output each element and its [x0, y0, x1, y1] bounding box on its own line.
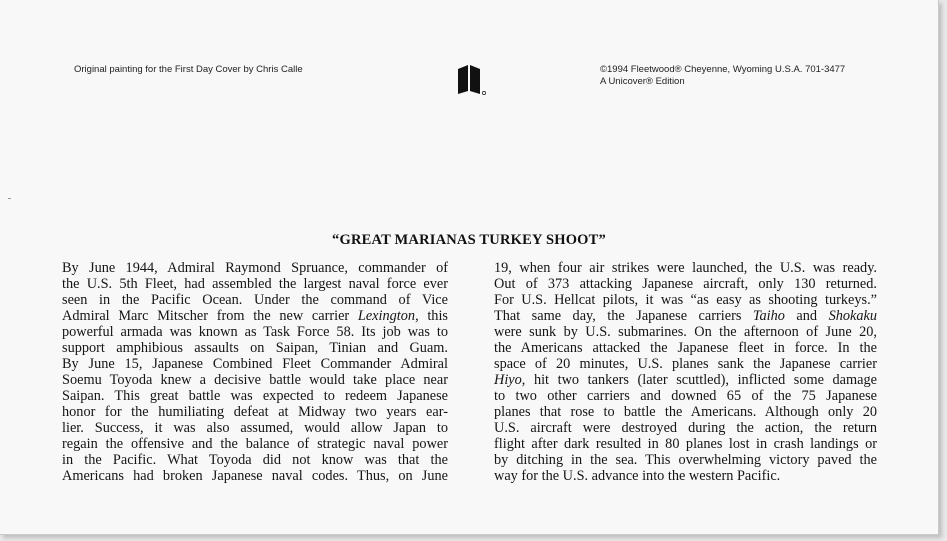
- text-line: That same day, the Japanese carriers Taiho and Shokaku: [494, 308, 877, 324]
- text-line: Americans had broken Japanese naval codes. Thus, on June: [62, 468, 448, 484]
- text-line: For U.S. Hellcat pilots, it was “as easy as shooting turkeys.”: [494, 292, 877, 308]
- text-line: support amphibious assaults on Saipan, Tinian and Guam.: [62, 340, 448, 356]
- text-line: space of 20 minutes, U.S. planes sank the Japanese carrier: [494, 356, 877, 372]
- text-line: planes that rose to battle the Americans. Although only 20: [494, 404, 877, 420]
- text-line: U.S. aircraft were destroyed during the action, the return: [494, 420, 877, 436]
- unicover-logo-icon: [455, 63, 489, 97]
- text-line: By June 15, Japanese Combined Fleet Commander Admiral: [62, 356, 448, 372]
- text-line: the U.S. 5th Fleet, had assembled the largest naval force ever: [62, 276, 448, 292]
- text-line: flight after dark resulted in 80 planes lost in crash landings or: [494, 436, 877, 452]
- text-line: by ditching in the sea. This overwhelming victory paved the: [494, 452, 877, 468]
- text-line: Out of 373 attacking Japanese aircraft, only 130 returned.: [494, 276, 877, 292]
- text-line: Saipan. This great battle was expected to redeem Japanese: [62, 388, 448, 404]
- text-line: way for the U.S. advance into the western Pacific.: [494, 468, 781, 484]
- text-line: were sunk by U.S. submarines. On the afternoon of June 20,: [494, 324, 877, 340]
- text-line: Hiyo, hit two tankers (later scuttled), inflicted some damage: [494, 372, 877, 388]
- edition-line: A Unicover® Edition: [600, 76, 685, 87]
- edge-mark: [8, 198, 11, 199]
- article-right-column: [494, 260, 877, 484]
- text-line: Admiral Marc Mitscher from the new carrier Lexington, this: [62, 308, 448, 324]
- painting-credit: [74, 64, 303, 76]
- text-line: in the Pacific. What Toyoda did not know was that the: [62, 452, 448, 468]
- text-line: regain the offensive and the balance of strategic naval power: [62, 436, 448, 452]
- text-line: honor for the humiliating defeat at Midway two years ear-: [62, 404, 448, 420]
- text-line: lier. Success, it was also assumed, would allow Japan to: [62, 420, 448, 436]
- text-line: seen in the Pacific Ocean. Under the command of Vice: [62, 292, 448, 308]
- text-line: 19, when four air strikes were launched, the U.S. was ready.: [494, 260, 877, 276]
- text-line: Soemu Toyoda knew a decisive battle would take place near: [62, 372, 448, 388]
- text-line: powerful armada was known as Task Force 58. Its job was to: [62, 324, 448, 340]
- copyright-block: [600, 64, 845, 88]
- text-line: the Americans attacked the Japanese fleet in force. In the: [494, 340, 877, 356]
- article-left-column: [62, 260, 448, 484]
- article-title: “GREAT MARIANAS TURKEY SHOOT”: [332, 232, 606, 248]
- text-line: By June 1944, Admiral Raymond Spruance, commander of: [62, 260, 448, 276]
- text-line: to two other carriers and downed 65 of the 75 Japanese: [494, 388, 877, 404]
- copyright-line: ©1994 Fleetwood® Cheyenne, Wyoming U.S.A. 701-3477: [600, 64, 846, 75]
- painting-credit-text: Original painting for the First Day Cover by Chris Calle: [74, 64, 303, 75]
